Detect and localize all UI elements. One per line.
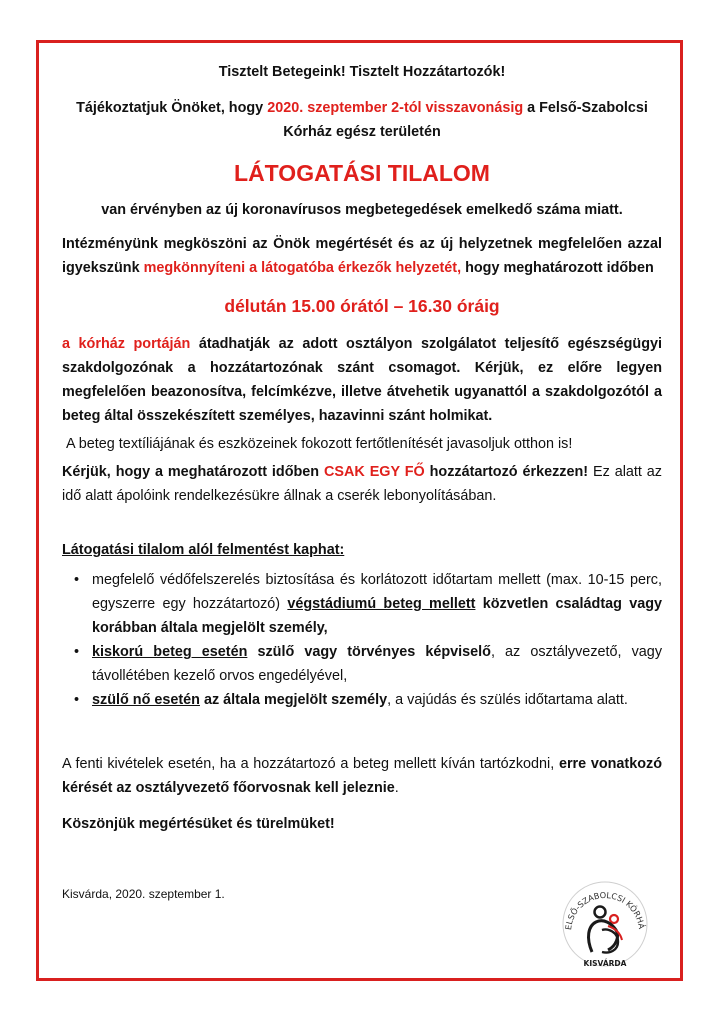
para3-post: Ez alatt az idő alatt ápolóink rendelkezésükre állnak a cserék lebonyolításában.: [62, 464, 662, 504]
exemption-item: • megfelelő védőfelszerelés biztosítása és korlátozott időtartam mellett (max. 10-15 perc, egyszerre egy hozzátartozó) végstádiumú beteg mellett közvetlen családtag vagy korábban általa megjelölt személy,: [62, 568, 662, 640]
place-date: Kisvárda, 2020. szeptember 1.: [62, 887, 225, 901]
bullet-icon: •: [74, 692, 80, 708]
intro-text: [62, 96, 662, 144]
exemption-item: • szülő nő esetén az általa megjelölt személy, a vajúdás és szülés időtartama alatt.: [62, 688, 662, 712]
intro-post: a Felső-Szabolcsi: [523, 100, 648, 116]
exemption-heading: Látogatási tilalom alól felmentést kaphat:: [62, 542, 345, 558]
exemption-item: • kiskorú beteg esetén szülő vagy törvényes képviselő, az osztályvezető, vagy távollétében kezelő orvos engedélyével,: [62, 640, 662, 688]
notice-body: [62, 60, 662, 906]
intro-date: 2020. szeptember 2-tól visszavonásig: [267, 100, 524, 116]
para2-post: átadhatják az adott osztályon szolgálatot teljesítő egészségügyi szakdolgozónak a hozzátartozónak szánt csomagot. Kérjük, ez előre legyen megfelelően beazonosítva, felcímkézve, illetve átvehetik ugyanattól a szakdolgozótól a beteg által összekészített személyes, hazavinni szánt holmikat.: [62, 336, 662, 424]
logo-ring-text: ELSŐ-SZABOLCSI KÓRHÁ: [563, 889, 647, 931]
para4-pre: A fenti kivételek esetén, ha a hozzátartozó a beteg mellett kíván tartózkodni,: [62, 756, 559, 772]
paragraph-handover: [62, 232, 662, 280]
paragraph-exception-request: [62, 752, 662, 800]
thanks-line: Köszönjük megértésüket és türelmüket!: [62, 816, 335, 832]
time-window: délután 15.00 órától – 16.30 óráig: [224, 296, 500, 316]
intro-line2: Kórház egész területén: [283, 124, 441, 140]
ban-title: LÁTOGATÁSI TILALOM: [234, 160, 490, 186]
logo-figure-icon: [589, 907, 622, 953]
para1-post: hogy meghatározott időben: [461, 260, 654, 276]
ban-reason: van érvényben az új koronavírusos megbetegedések emelkedő száma miatt.: [101, 202, 623, 218]
para3-pre: Kérjük, hogy a meghatározott időben: [62, 464, 325, 480]
para2-highlight: a kórház portáján: [62, 336, 191, 352]
paragraph-one-person: [62, 460, 662, 508]
bullet-icon: •: [74, 644, 80, 660]
intro-pre: Tájékoztatjuk Önöket, hogy: [76, 100, 268, 116]
hospital-logo: [556, 872, 654, 976]
paragraph-gate: [62, 332, 662, 428]
bullet-icon: •: [74, 572, 80, 588]
para4-bold: erre vonatkozó kérését az osztályvezető főorvosnak kell jeleznie: [62, 756, 662, 796]
greeting: Tisztelt Betegeink! Tisztelt Hozzátartozók!: [218, 64, 506, 80]
hospital-logo-icon: [556, 872, 654, 976]
exemption-list: [62, 568, 662, 712]
para1-pre: Intézményünk megköszöni az Önök megértését és az új helyzetnek megfelelően azzal igyekszünk: [62, 236, 662, 276]
para4-post: .: [394, 780, 399, 796]
logo-city-text: KISVÁRDA: [583, 959, 627, 968]
para3-mid: hozzátartozó érkezzen!: [424, 464, 589, 480]
disinfection-note: A beteg textíliájának és eszközeinek fokozott fertőtlenítését javasoljuk otthon is!: [66, 436, 573, 452]
para3-highlight: CSAK EGY FŐ: [324, 464, 425, 480]
para1-highlight: megkönnyíteni a látogatóba érkezők helyzetét,: [143, 260, 462, 276]
